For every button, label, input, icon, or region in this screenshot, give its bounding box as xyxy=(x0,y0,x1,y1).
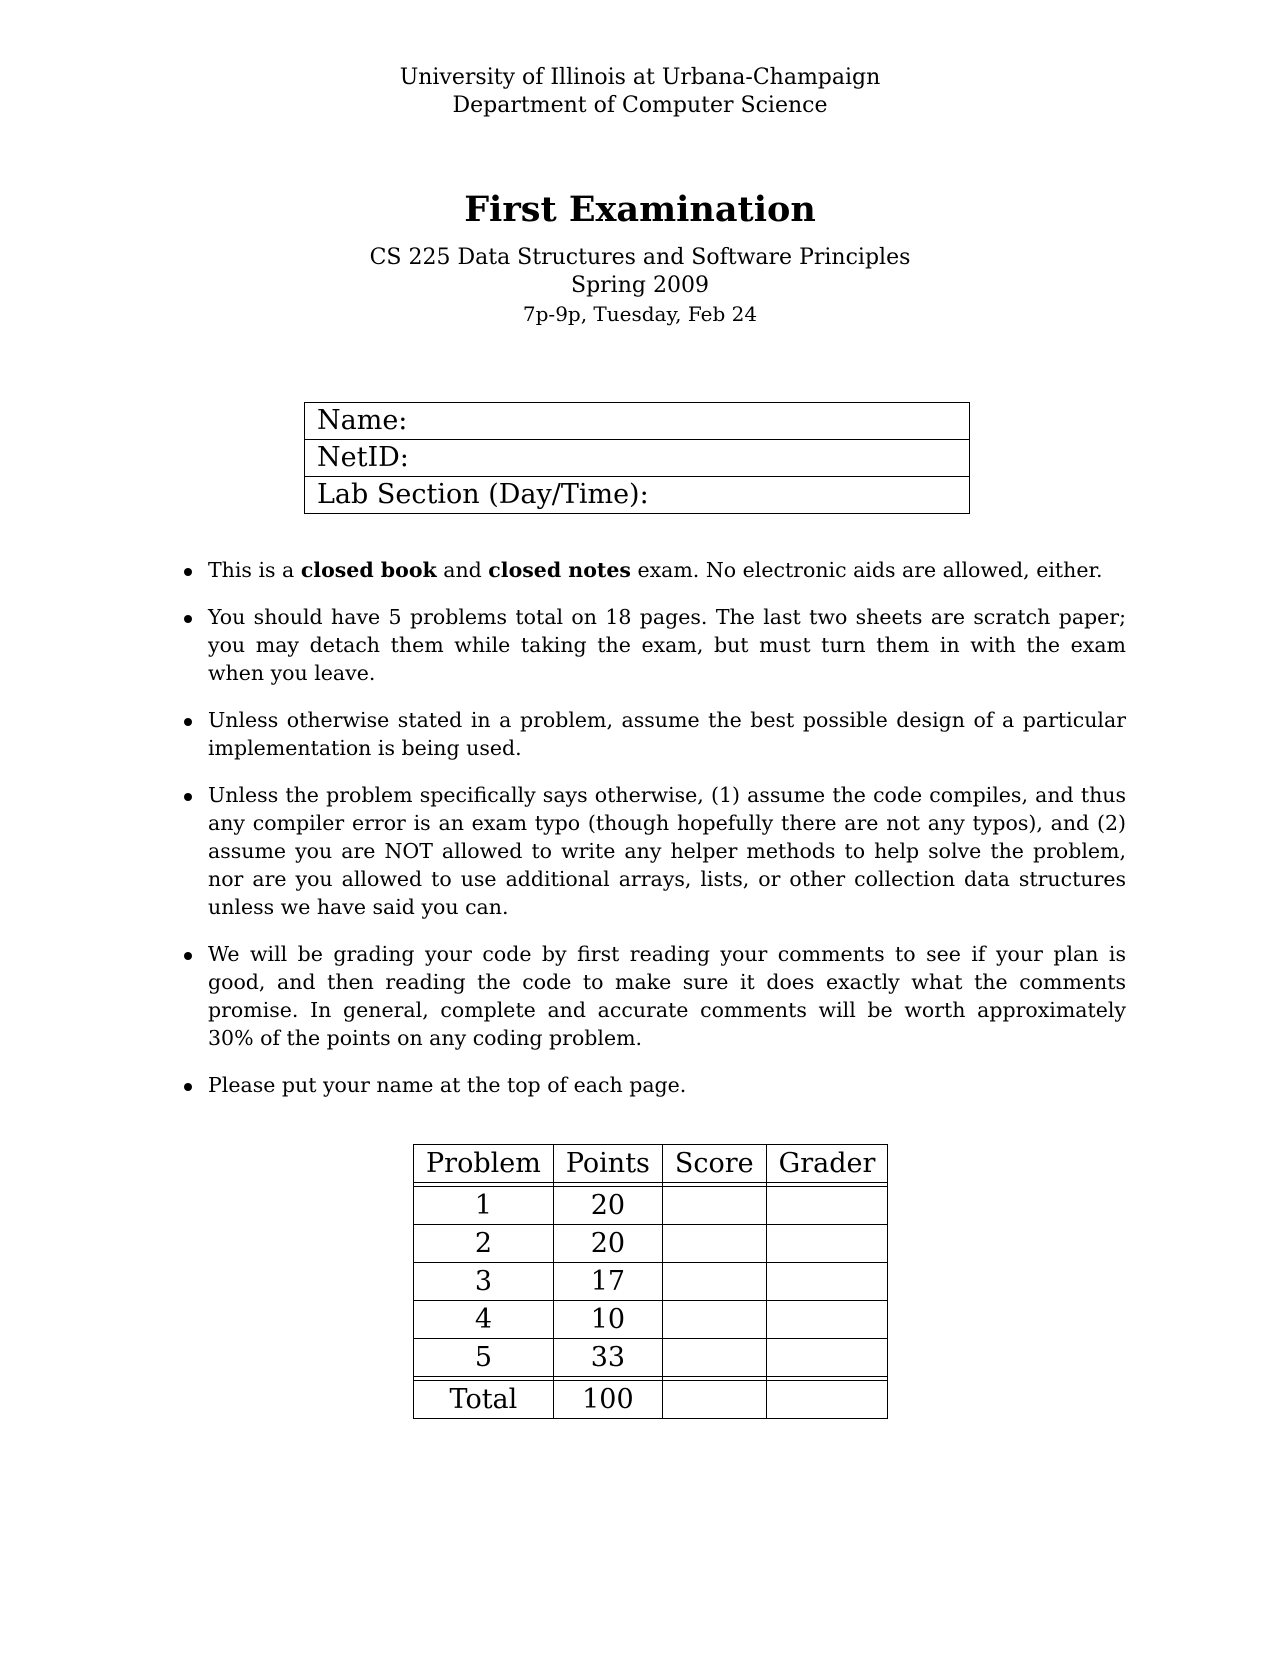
problem-points: 10 xyxy=(554,1301,663,1339)
list-item: Unless the problem specifically says otherwise, (1) assume the code compiles, and thus any compiler error is an exam typo (though hopefully there are not any typos), and (2) assume you are NOT allowed to write any helper methods to help solve the problem, nor are you allowed to use additional arrays, lists, or other collection data structures unless we have said you can. xyxy=(180,781,1126,921)
table-row xyxy=(413,1339,888,1377)
header-points: Points xyxy=(554,1144,663,1183)
grader-cell[interactable] xyxy=(767,1301,889,1339)
exam-term: Spring 2009 xyxy=(571,273,709,298)
header-grader: Grader xyxy=(767,1144,889,1183)
lab-section-row xyxy=(305,477,970,514)
total-score-cell[interactable] xyxy=(663,1380,767,1419)
department-name: Department of Computer Science xyxy=(452,93,828,118)
grader-cell[interactable] xyxy=(767,1339,889,1377)
exam-time: 7p-9p, Tuesday, Feb 24 xyxy=(522,302,758,326)
name-row xyxy=(305,403,970,440)
list-item: Unless otherwise stated in a problem, assume the best possible design of a particular implementation is being used. xyxy=(180,706,1126,762)
total-points: 100 xyxy=(554,1380,663,1419)
problem-points: 20 xyxy=(554,1225,663,1263)
exam-details xyxy=(0,244,1280,328)
score-cell[interactable] xyxy=(663,1186,767,1225)
score-table xyxy=(413,1144,888,1419)
instructions-list xyxy=(180,556,1126,1118)
bullet-icon xyxy=(184,568,192,576)
problem-number: 2 xyxy=(413,1225,554,1263)
netid-row xyxy=(305,440,970,477)
grader-cell[interactable] xyxy=(767,1186,889,1225)
course-name: CS 225 Data Structures and Software Principles xyxy=(369,245,911,270)
bullet-icon xyxy=(184,952,192,960)
page-header xyxy=(0,64,1280,120)
netid-field[interactable]: NetID: xyxy=(305,440,970,477)
score-table-header xyxy=(413,1144,888,1183)
table-row xyxy=(413,1301,888,1339)
university-name: University of Illinois at Urbana-Champaign xyxy=(399,65,881,90)
exam-title: First Examination xyxy=(464,189,816,230)
list-item: This is a closed book and closed notes exam. No electronic aids are allowed, either. xyxy=(180,556,1126,584)
total-label: Total xyxy=(413,1380,554,1419)
problem-number: 1 xyxy=(413,1186,554,1225)
score-cell[interactable] xyxy=(663,1225,767,1263)
list-item: You should have 5 problems total on 18 pages. The last two sheets are scratch paper; you may detach them while taking the exam, but must turn them in with the exam when you leave. xyxy=(180,603,1126,687)
problem-points: 33 xyxy=(554,1339,663,1377)
lab-section-field[interactable]: Lab Section (Day/Time): xyxy=(305,477,970,514)
student-info-box xyxy=(304,402,970,514)
problem-points: 17 xyxy=(554,1263,663,1301)
problem-number: 5 xyxy=(413,1339,554,1377)
grader-cell[interactable] xyxy=(767,1225,889,1263)
problem-number: 3 xyxy=(413,1263,554,1301)
total-row xyxy=(413,1380,888,1419)
header-problem: Problem xyxy=(413,1144,554,1183)
bullet-icon xyxy=(184,615,192,623)
total-grader-cell[interactable] xyxy=(767,1380,889,1419)
problem-number: 4 xyxy=(413,1301,554,1339)
table-row xyxy=(413,1186,888,1225)
problem-points: 20 xyxy=(554,1186,663,1225)
bullet-icon xyxy=(184,793,192,801)
header-score: Score xyxy=(663,1144,767,1183)
score-cell[interactable] xyxy=(663,1301,767,1339)
bullet-icon xyxy=(184,1083,192,1091)
score-cell[interactable] xyxy=(663,1339,767,1377)
table-row xyxy=(413,1263,888,1301)
score-cell[interactable] xyxy=(663,1263,767,1301)
bullet-icon xyxy=(184,718,192,726)
list-item: We will be grading your code by first reading your comments to see if your plan is good, and then reading the code to make sure it does exactly what the comments promise. In general, complete and accurate comments will be worth approximately 30% of the points on any coding problem. xyxy=(180,940,1126,1052)
list-item: Please put your name at the top of each page. xyxy=(180,1071,1126,1099)
grader-cell[interactable] xyxy=(767,1263,889,1301)
name-field[interactable]: Name: xyxy=(305,403,970,440)
table-row xyxy=(413,1225,888,1263)
